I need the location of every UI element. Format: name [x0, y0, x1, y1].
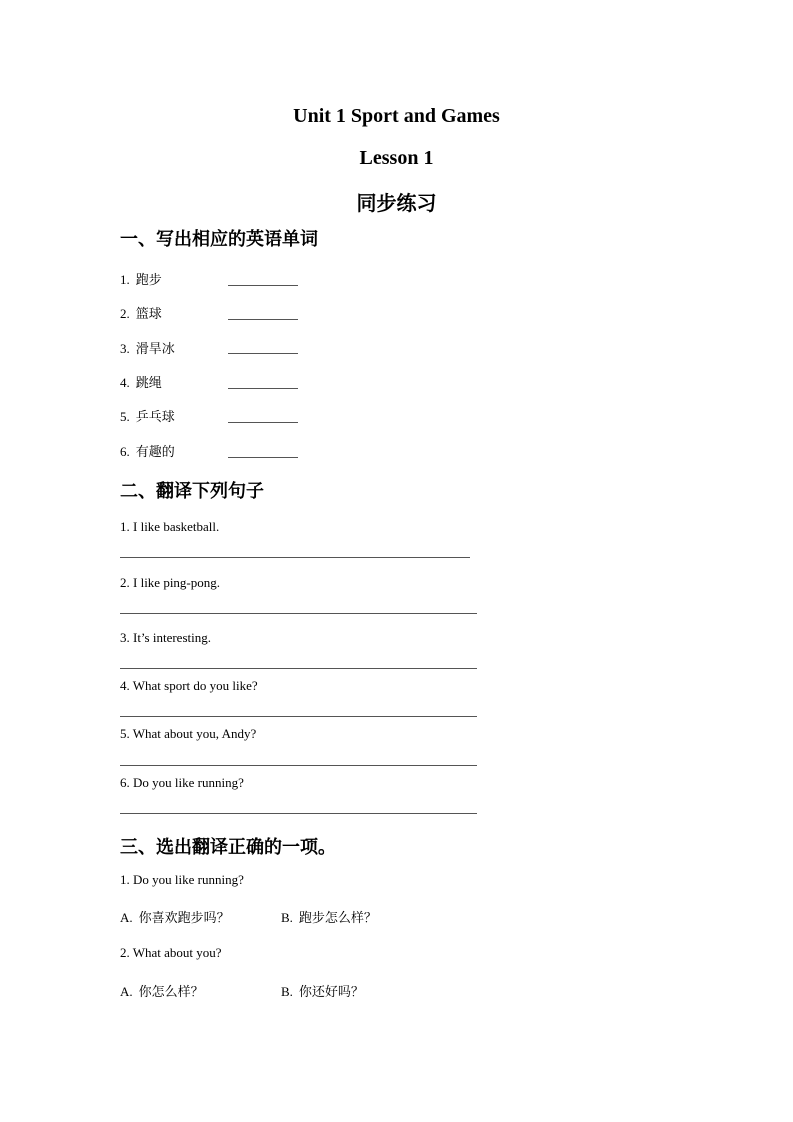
answer-blank[interactable]	[228, 353, 298, 354]
item-number: 1.	[120, 272, 130, 287]
vocab-item	[120, 338, 175, 357]
option-letter: A.	[120, 984, 133, 999]
item-text: 跑步	[135, 273, 162, 288]
sentence-item: 2. I like ping-pong.	[120, 575, 221, 590]
option-text: 你喜欢跑步吗？	[138, 911, 230, 926]
unit-title: Unit 1 Sport and Games	[293, 105, 500, 127]
answer-blank[interactable]	[228, 388, 298, 389]
option-b[interactable]	[281, 907, 377, 926]
item-number: 2.	[120, 306, 130, 321]
question-text: 1. Do you like running?	[120, 872, 244, 887]
vocab-item	[120, 441, 175, 460]
option-text: 跑步怎么样？	[298, 911, 377, 926]
option-text: 你还好吗？	[298, 985, 364, 1000]
vocab-item	[120, 269, 162, 288]
item-text: 乒乓球	[135, 410, 175, 425]
answer-line[interactable]	[120, 613, 477, 614]
section3-heading: 三、选出翻译正确的一项。	[120, 837, 336, 858]
item-text: 滑旱冰	[135, 342, 175, 357]
option-a[interactable]	[120, 907, 230, 926]
item-number: 4.	[120, 375, 130, 390]
vocab-item	[120, 303, 162, 322]
answer-blank[interactable]	[228, 285, 298, 286]
sentence-item: 6. Do you like running?	[120, 775, 244, 790]
section1-heading: 一、写出相应的英语单词	[120, 229, 318, 250]
sentence-item: 1. I like basketball.	[120, 519, 220, 534]
answer-line[interactable]	[120, 557, 470, 558]
option-letter: A.	[120, 910, 133, 925]
sentence-item: 4. What sport do you like?	[120, 678, 258, 693]
vocab-item	[120, 372, 162, 391]
question-text: 2. What about you?	[120, 945, 222, 960]
item-text: 篮球	[135, 307, 162, 322]
option-letter: B.	[281, 984, 293, 999]
item-number: 5.	[120, 409, 130, 424]
lesson-title: Lesson 1	[359, 147, 434, 169]
answer-line[interactable]	[120, 813, 477, 814]
answer-blank[interactable]	[228, 422, 298, 423]
answer-line[interactable]	[120, 668, 477, 669]
answer-line[interactable]	[120, 716, 477, 717]
exercise-subtitle: 同步练习	[356, 191, 437, 215]
item-text: 跳绳	[135, 376, 162, 391]
option-a[interactable]	[120, 981, 204, 1000]
sentence-item: 3. It’s interesting.	[120, 630, 211, 645]
option-letter: B.	[281, 910, 293, 925]
sentence-item: 5. What about you, Andy?	[120, 726, 257, 741]
answer-line[interactable]	[120, 765, 477, 766]
answer-blank[interactable]	[228, 457, 298, 458]
item-text: 有趣的	[135, 445, 175, 460]
section2-heading: 二、翻译下列句子	[120, 481, 264, 502]
item-number: 3.	[120, 341, 130, 356]
answer-blank[interactable]	[228, 319, 298, 320]
option-text: 你怎么样？	[138, 985, 204, 1000]
vocab-item	[120, 406, 175, 425]
option-b[interactable]	[281, 981, 364, 1000]
item-number: 6.	[120, 444, 130, 459]
